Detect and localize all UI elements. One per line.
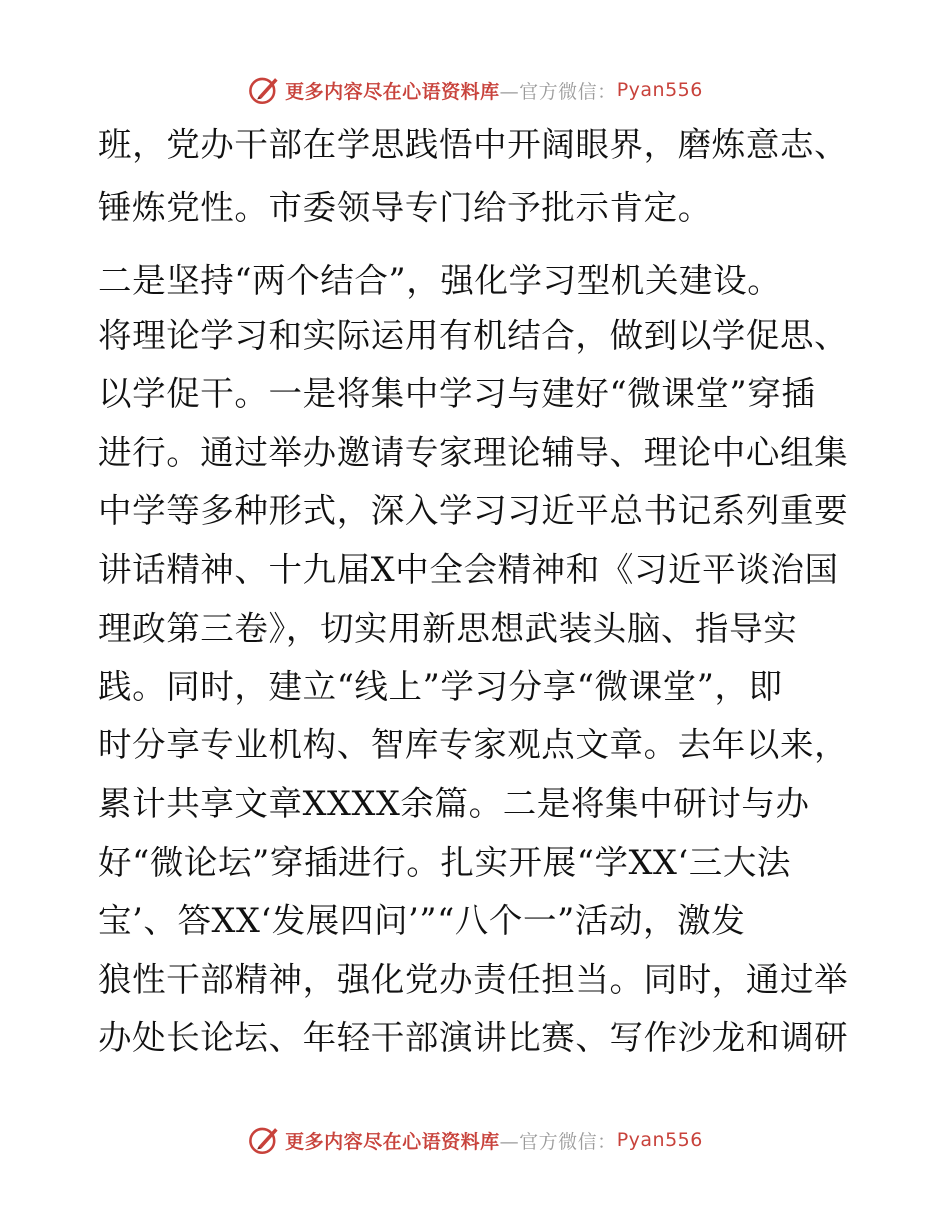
text-line: 进行。通过举办邀请专家理论辅导、理论中心组集 — [98, 433, 849, 472]
text-line: 累计共享文章XXXX余篇。二是将集中研讨与办 — [98, 784, 810, 823]
watermark-handle: Pyan556 — [616, 79, 703, 101]
pen-logo-icon — [247, 1123, 281, 1157]
text-line: 办处长论坛、年轻干部演讲比赛、写作沙龙和调研 — [98, 1018, 849, 1057]
text-line: 锤炼党性。市委领导专门给予批示肯定。 — [98, 188, 712, 227]
watermark-label: —官方微信： — [499, 80, 617, 103]
text-line: 中学等多种形式，深入学习习近平总书记系列重要 — [98, 491, 849, 530]
text-line: 二是坚持“两个结合”，强化学习型机关建设。 — [98, 261, 782, 300]
watermark-label: —官方微信： — [499, 1130, 617, 1153]
watermark-handle: Pyan556 — [616, 1129, 703, 1151]
text-line: 宝’、答XX‘发展四问’”“八个一”活动，激发 — [98, 901, 746, 940]
text-line: 狼性干部精神，强化党办责任担当。同时，通过举 — [98, 960, 849, 999]
text-line: 时分享专业机构、智库专家观点文章。去年以来， — [98, 725, 849, 764]
text-line: 班，党办干部在学思践悟中开阔眼界，磨炼意志、 — [98, 125, 849, 164]
text-line: 好“微论坛”穿插进行。扎实开展“学XX‘三大法 — [98, 843, 792, 882]
text-line: 将理论学习和实际运用有机结合，做到以学促思、 — [98, 316, 849, 355]
watermark-name: 更多内容尽在心语资料库 — [285, 80, 500, 103]
text-line: 理政第三卷》，切实用新思想武装头脑、指导实 — [98, 609, 798, 648]
text-line: 以学促干。一是将集中学习与建好“微课堂”穿插 — [98, 374, 816, 413]
text-line: 践。同时，建立“线上”学习分享“微课堂”，即 — [98, 667, 783, 706]
watermark-name: 更多内容尽在心语资料库 — [285, 1130, 500, 1153]
text-line: 讲话精神、十九届X中全会精神和《习近平谈治国 — [98, 550, 839, 589]
footer-watermark — [0, 1118, 950, 1162]
